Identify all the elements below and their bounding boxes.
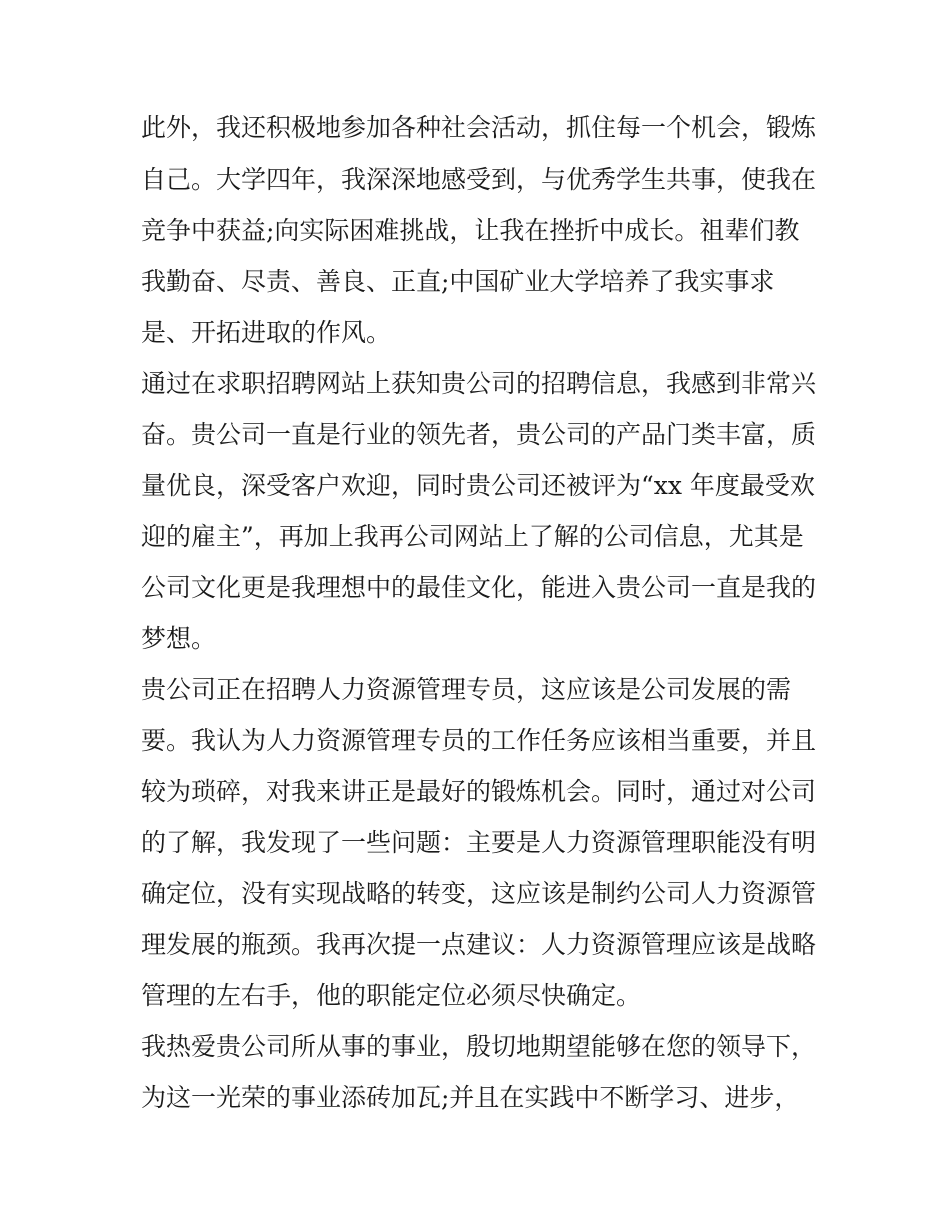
text-line: 公司文化更是我理想中的最佳文化，能进入贵公司一直是我的 bbox=[141, 573, 817, 602]
text-line: 梦想。 bbox=[141, 624, 217, 653]
text-line: 自己。大学四年，我深深地感受到，与优秀学生共事，使我在 bbox=[141, 165, 817, 194]
text-line: 理发展的瓶颈。我再次提一点建议：人力资源管理应该是战略 bbox=[141, 930, 817, 959]
text-line: 要。我认为人力资源管理专员的工作任务应该相当重要，并且 bbox=[141, 726, 817, 755]
text-line: 此外，我还积极地参加各种社会活动，抓住每一个机会，锻炼 bbox=[141, 113, 817, 142]
text-line: 较为琐碎，对我来讲正是最好的锻炼机会。同时，通过对公司 bbox=[141, 777, 817, 806]
text-line: 迎的雇主”，再加上我再公司网站上了解的公司信息，尤其是 bbox=[141, 522, 804, 551]
text-line: 的了解，我发现了一些问题：主要是人力资源管理职能没有明 bbox=[141, 828, 817, 857]
text-line: 我勤奋、尽责、善良、正直;中国矿业大学培养了我实事求 bbox=[141, 267, 775, 296]
text-line: 贵公司正在招聘人力资源管理专员，这应该是公司发展的需 bbox=[141, 675, 792, 704]
text-line: 为这一光荣的事业添砖加瓦;并且在实践中不断学习、进步， bbox=[141, 1083, 800, 1112]
text-line: 确定位，没有实现战略的转变，这应该是制约公司人力资源管 bbox=[141, 879, 817, 908]
text-line: 通过在求职招聘网站上获知贵公司的招聘信息，我感到非常兴 bbox=[141, 369, 817, 398]
text-line: 是、开拓进取的作风。 bbox=[141, 318, 392, 347]
text-line: 管理的左右手，他的职能定位必须尽快确定。 bbox=[141, 981, 642, 1010]
text-line: 我热爱贵公司所从事的事业，殷切地期望能够在您的领导下， bbox=[141, 1032, 817, 1061]
text-line: 量优良，深受客户欢迎，同时贵公司还被评为“xx 年度最受欢 bbox=[141, 471, 815, 500]
text-line: 奋。贵公司一直是行业的领先者，贵公司的产品门类丰富，质 bbox=[141, 420, 817, 449]
text-line: 竞争中获益;向实际困难挑战，让我在挫折中成长。祖辈们教 bbox=[141, 216, 800, 245]
